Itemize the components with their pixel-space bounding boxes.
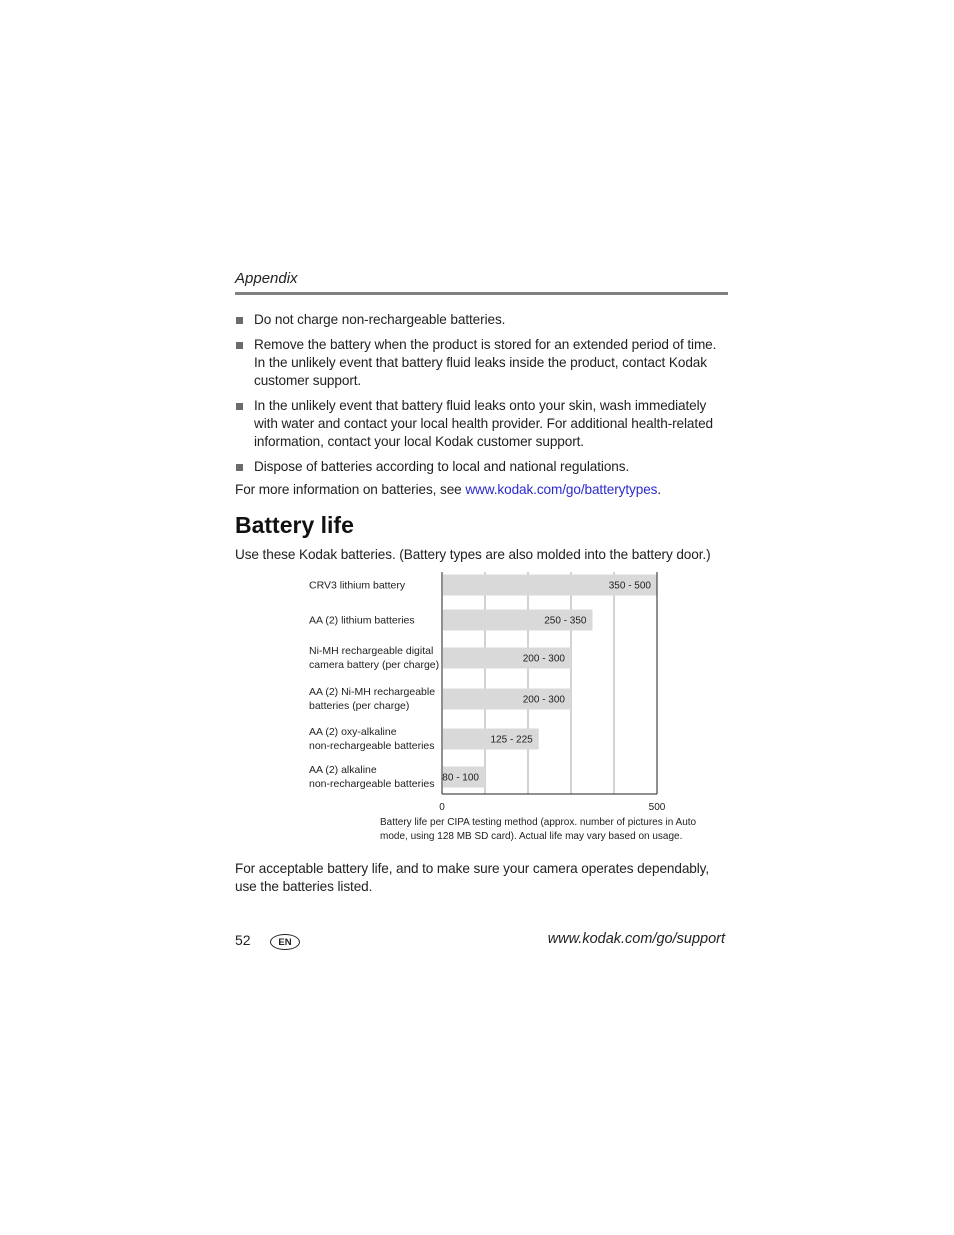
category-label: Ni-MH rechargeable digital	[309, 645, 434, 657]
precautions-list	[235, 311, 730, 483]
more-info-text: For more information on batteries, see www.kodak.com/go/batterytypes.	[235, 482, 662, 497]
category-label: camera battery (per charge)	[309, 659, 440, 671]
bar-label: 200 - 300	[522, 694, 565, 706]
list-item: Do not charge non-rechargeable batteries.	[235, 311, 730, 329]
closing-text: For acceptable battery life, and to make sure your camera operates dependably, use the batteries listed.	[235, 861, 710, 894]
x-tick-label: 500	[648, 802, 666, 813]
bar-label: 250 - 350	[544, 615, 587, 627]
battery-life-chart	[300, 565, 680, 815]
chart-caption: Battery life per CIPA testing method (approx. number of pictures in Auto mode, using 128 MB SD card). Actual life may vary based on usage.	[380, 817, 697, 842]
category-label: batteries (per charge)	[309, 700, 410, 712]
battery-types-link[interactable]: www.kodak.com/go/batterytypes	[465, 482, 658, 497]
category-label: AA (2) oxy-alkaline	[309, 726, 397, 738]
category-label: AA (2) lithium batteries	[309, 614, 415, 627]
page-number: 52	[235, 932, 251, 948]
category-label: AA (2) Ni-MH rechargeable	[309, 686, 436, 698]
category-label: AA (2) alkaline	[309, 764, 377, 776]
bar-label: 350 - 500	[608, 580, 651, 592]
intro-text: Use these Kodak batteries. (Battery types are also molded into the battery door.)	[235, 547, 711, 562]
language-badge: EN	[270, 934, 300, 950]
section-title: Battery life	[235, 512, 354, 538]
list-item: In the unlikely event that battery fluid leaks onto your skin, wash immediately with water and contact your local health provider. For additional health-related information, contact your local Kodak customer support.	[235, 397, 730, 451]
list-item: Remove the battery when the product is stored for an extended period of time. In the unlikely event that battery fluid leaks inside the product, contact Kodak customer support.	[235, 336, 730, 390]
footer-url: www.kodak.com/go/support	[547, 931, 725, 947]
category-label: non-rechargeable batteries	[309, 740, 435, 752]
bar-label: 125 - 225	[490, 734, 533, 746]
bullet-square-icon	[236, 317, 243, 324]
bullet-square-icon	[236, 464, 243, 471]
bar-label: 200 - 300	[522, 653, 565, 665]
bullet-square-icon	[236, 342, 243, 349]
x-tick-label: 0	[439, 802, 445, 813]
category-label: non-rechargeable batteries	[309, 778, 435, 790]
section-label: Appendix	[235, 270, 298, 287]
bullet-square-icon	[236, 403, 243, 410]
header-rule	[235, 292, 728, 295]
bar-label: 80 - 100	[442, 772, 479, 784]
category-label: CRV3 lithium battery	[309, 579, 406, 592]
list-item: Dispose of batteries according to local and national regulations.	[235, 458, 730, 476]
